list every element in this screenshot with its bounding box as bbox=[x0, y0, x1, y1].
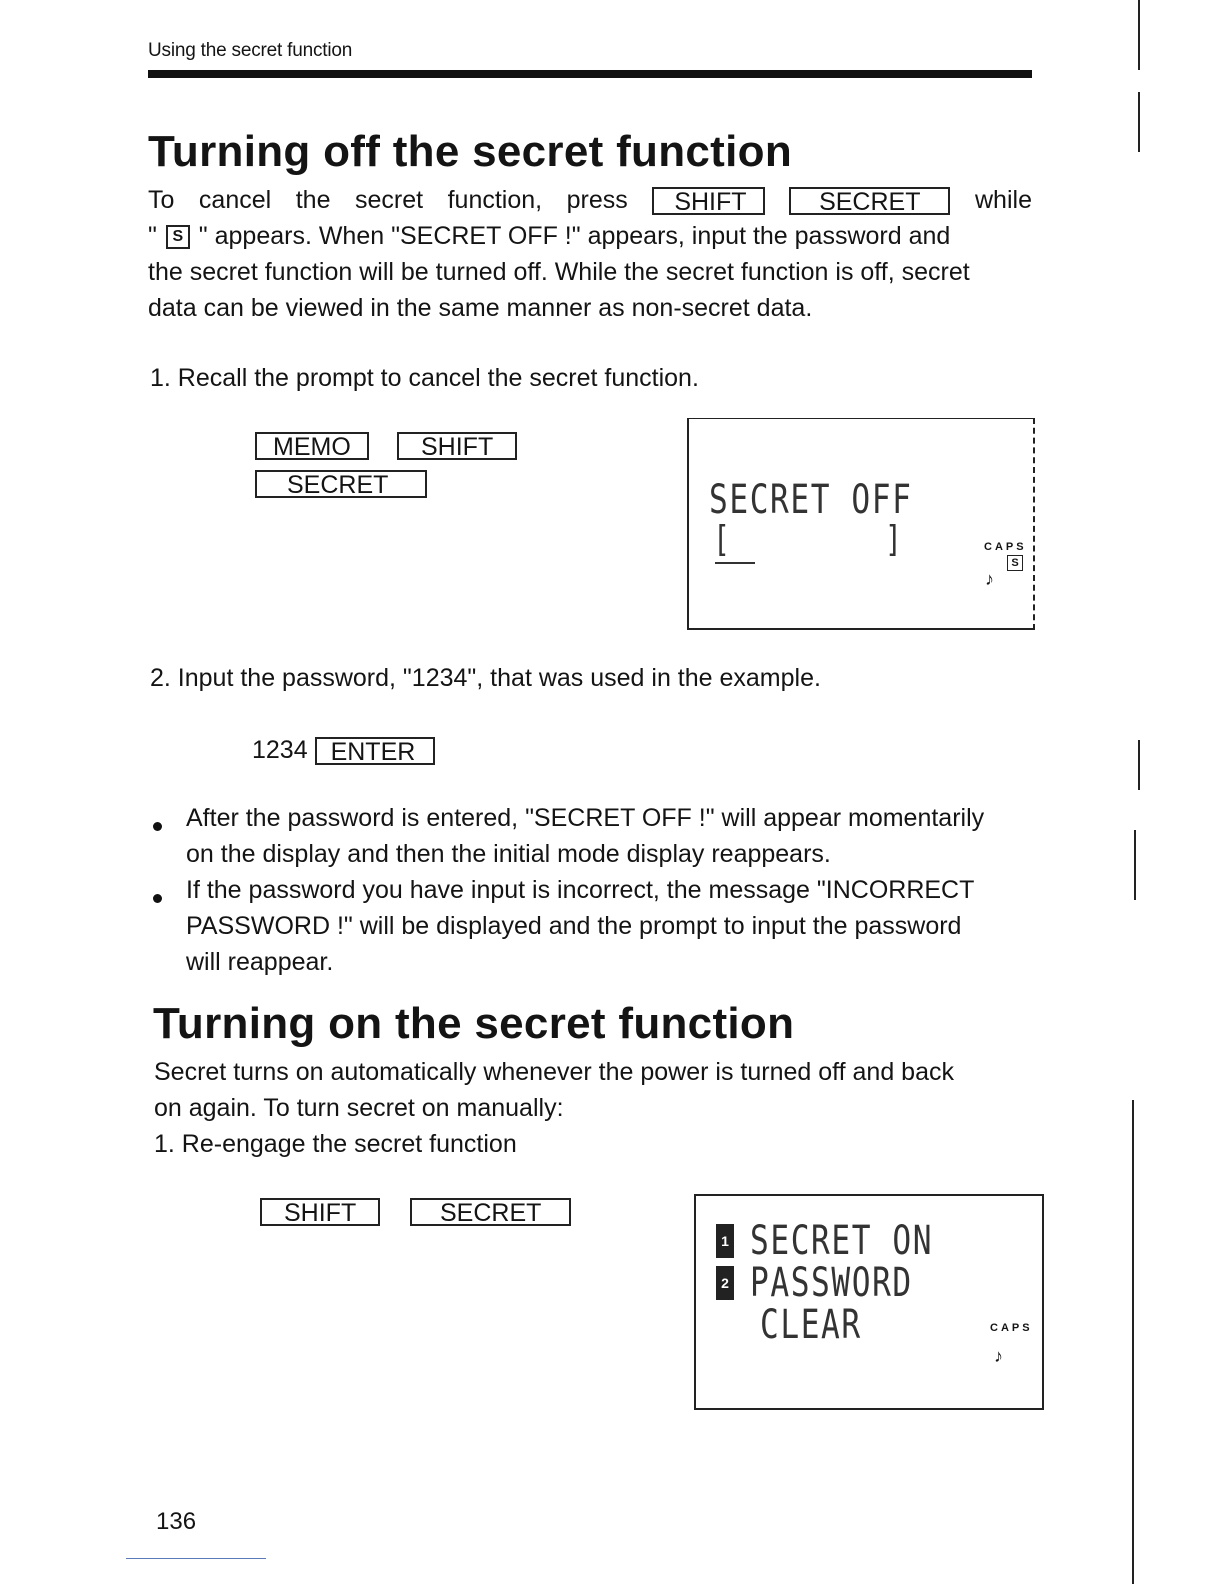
password-value: 1234 bbox=[252, 736, 308, 764]
bullet-dot bbox=[153, 822, 162, 831]
menu-row-2 bbox=[716, 1260, 959, 1306]
secret-key: SECRET bbox=[255, 470, 427, 498]
step-2-text: 2. Input the password, "1234", that was used in the example. bbox=[150, 664, 821, 692]
intro-line-4: data can be viewed in the same manner as non-secret data. bbox=[148, 294, 813, 322]
secret-indicator-icon: S bbox=[1007, 555, 1023, 571]
menu-item-clear: CLEAR bbox=[760, 1302, 862, 1348]
step-1-text: 1. Recall the prompt to cancel the secret function. bbox=[150, 364, 699, 392]
scan-edge-line bbox=[1138, 0, 1140, 70]
shift-key: SHIFT bbox=[260, 1198, 380, 1226]
menu-item-secret-on: SECRET ON bbox=[750, 1218, 934, 1264]
enter-key: ENTER bbox=[315, 737, 436, 765]
lcd-cursor bbox=[715, 562, 755, 564]
step-1-keys bbox=[255, 432, 535, 502]
section-2-line-2: on again. To turn secret on manually: bbox=[154, 1094, 564, 1122]
bullet-2-line-1: If the password you have input is incorrect, the message "INCORRECT bbox=[186, 876, 975, 904]
scan-edge-line bbox=[1138, 92, 1140, 152]
running-header: Using the secret function bbox=[148, 40, 353, 61]
secret-s-icon: S bbox=[166, 225, 190, 249]
intro-line-3: the secret function will be turned off. While the secret function is off, secret bbox=[148, 258, 970, 286]
intro-press-text: To cancel the secret function, press bbox=[148, 186, 628, 214]
section-2-line-1: Secret turns on automatically whenever the power is turned off and back bbox=[154, 1058, 954, 1086]
lcd-display-menu bbox=[694, 1194, 1044, 1410]
intro-line-1 bbox=[148, 182, 1032, 218]
shift-key: SHIFT bbox=[652, 187, 764, 215]
lcd-display-secret-off bbox=[687, 418, 1035, 630]
page-number: 136 bbox=[156, 1508, 197, 1535]
lcd-line-secret-off: SECRET OFF bbox=[709, 477, 913, 523]
caps-indicator: CAPS bbox=[984, 541, 1027, 553]
lcd-bracket-open: [ bbox=[713, 519, 732, 560]
caps-indicator: CAPS bbox=[990, 1322, 1033, 1334]
bullet-1-line-2: on the display and then the initial mode display reappears. bbox=[186, 840, 831, 868]
menu-number-2: 2 bbox=[716, 1266, 734, 1300]
memo-key: MEMO bbox=[255, 432, 369, 460]
sound-note-icon: ♪ bbox=[994, 1346, 1003, 1366]
sound-note-icon: ♪ bbox=[985, 569, 994, 589]
intro-line-2-text: " appears. When "SECRET OFF !" appears, input the password and bbox=[198, 222, 951, 250]
section-title-on: Turning on the secret function bbox=[153, 999, 795, 1048]
bullet-2-line-2: PASSWORD !" will be displayed and the prompt to input the password bbox=[186, 912, 962, 940]
step-2-input bbox=[252, 732, 435, 768]
shift-key: SHIFT bbox=[397, 432, 517, 460]
menu-item-password: PASSWORD bbox=[750, 1260, 913, 1306]
menu-number-1: 1 bbox=[716, 1224, 734, 1258]
scan-edge-line bbox=[1134, 830, 1136, 900]
scan-edge-line bbox=[1138, 740, 1140, 790]
menu-row-1 bbox=[716, 1218, 985, 1264]
quote-open: " bbox=[148, 222, 157, 250]
lcd-bracket-close: ] bbox=[885, 519, 904, 560]
header-rule bbox=[148, 70, 1032, 78]
intro-line-2 bbox=[148, 218, 1032, 254]
secret-key: SECRET bbox=[410, 1198, 571, 1226]
section-title-off: Turning off the secret function bbox=[148, 127, 793, 176]
section-2-keys bbox=[260, 1198, 590, 1230]
scan-edge-line bbox=[1132, 1100, 1134, 1584]
bullet-2-line-3: will reappear. bbox=[186, 948, 334, 976]
bullet-1-line-1: After the password is entered, "SECRET OFF !" will appear momentarily bbox=[186, 804, 985, 832]
bullet-dot bbox=[153, 894, 162, 903]
footer-rule bbox=[126, 1558, 266, 1559]
section-2-step-1: 1. Re-engage the secret function bbox=[154, 1130, 517, 1158]
intro-while-text: while bbox=[975, 186, 1032, 214]
secret-key: SECRET bbox=[789, 187, 950, 215]
